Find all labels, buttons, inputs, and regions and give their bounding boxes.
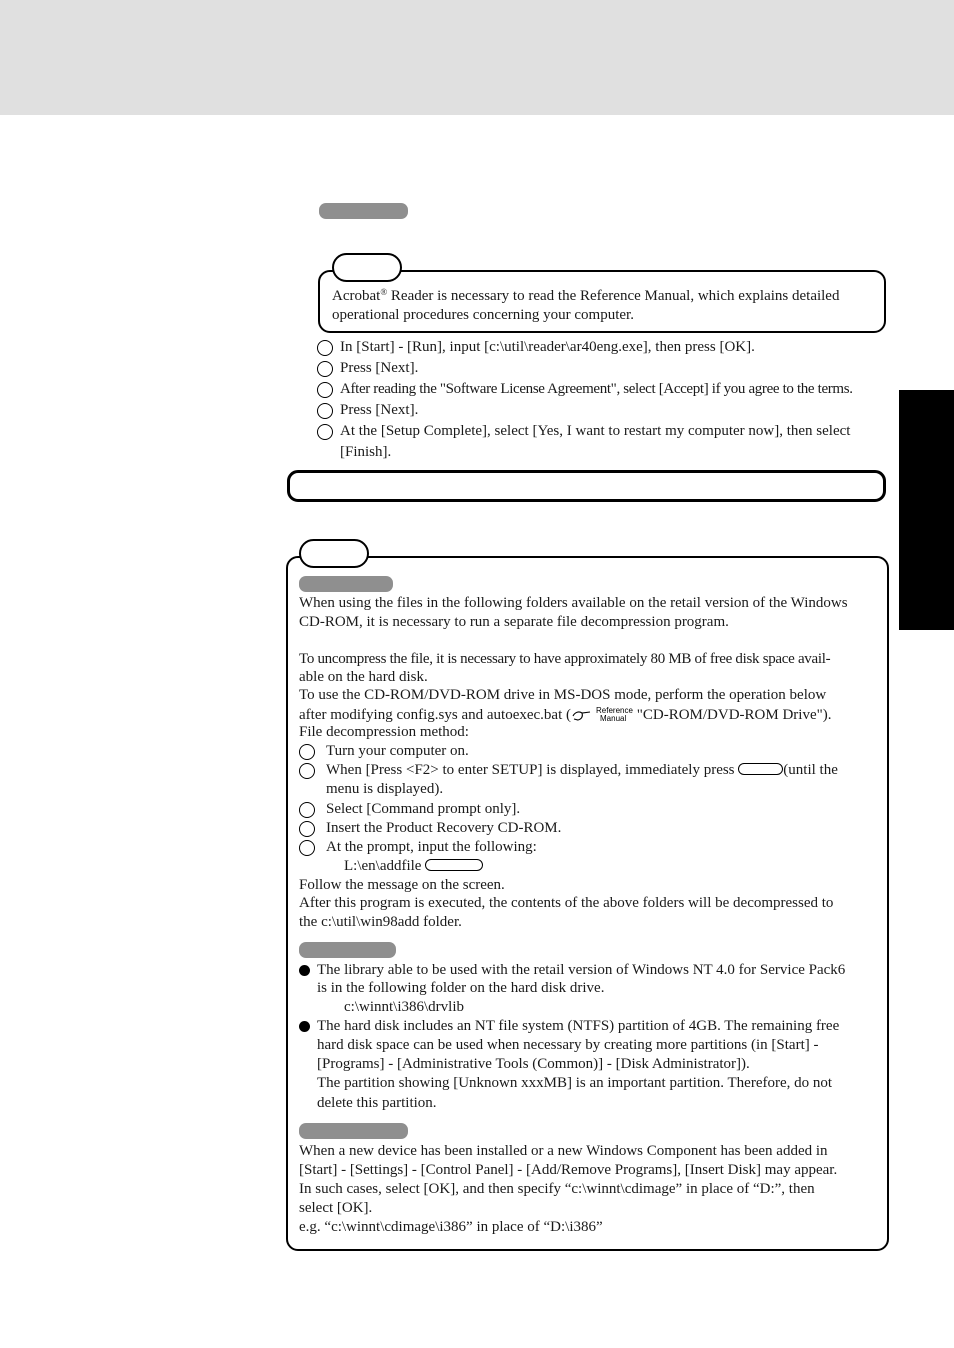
win2000-line-3: In such cases, select [OK], and then specify “c:\winnt\cdimage” in place of “D:”, then: [299, 1181, 815, 1197]
reference-manual-icon: [571, 705, 633, 729]
win98-step-1: Turn your computer on.: [326, 743, 469, 759]
note-line-2: operational procedures concerning your computer.: [332, 307, 634, 323]
section-title-bar: [287, 470, 886, 502]
step-number-circle: [299, 744, 315, 760]
step-number-circle: [317, 403, 333, 419]
winnt-b1-1: The library able to be used with the retail version of Windows NT 4.0 for Service Pack6: [317, 962, 846, 978]
install-step-5: At the [Setup Complete], select [Yes, I want to restart my computer now], then select: [340, 423, 851, 439]
win98-intro-1: When using the files in the following folders available on the retail version of the Windows: [299, 595, 848, 611]
step-number-circle: [317, 382, 333, 398]
win98-cdrom-1: To use the CD-ROM/DVD-ROM drive in MS-DOS mode, perform the operation below: [299, 687, 827, 703]
notes-tab: [299, 539, 369, 568]
win98-step-2: When [Press <F2> to enter SETUP] is displayed, immediately press (until the: [326, 762, 838, 778]
step-number-circle: [299, 821, 315, 837]
section-heading-bar: [319, 203, 408, 219]
win2000-line-1: When a new device has been installed or a new Windows Component has been added in: [299, 1143, 828, 1159]
step-number-circle: [299, 802, 315, 818]
subsection-bar-win2000: [299, 1123, 408, 1139]
winnt-b1-2: is in the following folder on the hard disk drive.: [317, 980, 605, 996]
subsection-bar-winnt: [299, 942, 396, 958]
winnt-b2-3: [Programs] - [Administrative Tools (Common)] - [Disk Administrator]).: [317, 1056, 750, 1072]
svg-text:Reference: Reference: [596, 706, 633, 715]
win98-after-2: the c:\util\win98add folder.: [299, 914, 462, 930]
bullet-icon: [299, 965, 310, 976]
win2000-line-5: e.g. “c:\winnt\cdimage\i386” in place of “D:\i386”: [299, 1219, 603, 1235]
step-number-circle: [317, 361, 333, 377]
key-enter-box: [425, 859, 483, 871]
win98-follow: Follow the message on the screen.: [299, 877, 505, 893]
win2000-line-2: [Start] - [Settings] - [Control Panel] - [Add/Remove Programs], [Insert Disk] may appear.: [299, 1162, 838, 1178]
side-tab: [899, 390, 954, 630]
install-step-1: In [Start] - [Run], input [c:\util\reader\ar40eng.exe], then press [OK].: [340, 339, 755, 355]
win98-method-label: File decompression method:: [299, 724, 469, 740]
svg-text:Manual: Manual: [600, 714, 627, 723]
header-band: [0, 0, 954, 115]
install-step-3: After reading the "Software License Agreement", select [Accept] if you agree to the terms.: [340, 381, 853, 397]
install-step-5-cont: [Finish].: [340, 444, 392, 460]
key-f8-box: [738, 763, 783, 775]
winnt-b2-1: The hard disk includes an NT file system (NTFS) partition of 4GB. The remaining free: [317, 1018, 840, 1034]
win98-step-4: Insert the Product Recovery CD-ROM.: [326, 820, 562, 836]
subsection-bar-win98: [299, 576, 393, 592]
win98-step-3: Select [Command prompt only].: [326, 801, 521, 817]
win98-command: L:\en\addfile: [344, 857, 483, 876]
step-number-circle: [299, 840, 315, 856]
winnt-b2-2: hard disk space can be used when necessary by creating more partitions (in [Start] -: [317, 1037, 819, 1053]
win98-step-2-cont: menu is displayed).: [326, 781, 444, 797]
note-line-1: Acrobat® Reader is necessary to read the Reference Manual, which explains detailed: [332, 287, 840, 304]
step-number-circle: [317, 340, 333, 356]
win98-space-1: To uncompress the file, it is necessary to have approximately 80 MB of free disk space avail-: [299, 651, 831, 667]
step-number-circle: [299, 763, 315, 779]
win98-after-1: After this program is executed, the contents of the above folders will be decompressed to: [299, 895, 834, 911]
winnt-b2-4: The partition showing [Unknown xxxMB] is an important partition. Therefore, do not: [317, 1075, 833, 1091]
bullet-icon: [299, 1021, 310, 1032]
winnt-path: c:\winnt\i386\drvlib: [344, 999, 464, 1015]
win98-cdrom-2: after modifying config.sys and autoexec.bat ( Reference Manual "CD-ROM/DVD-ROM Drive").: [299, 705, 832, 729]
win98-intro-2: CD-ROM, it is necessary to run a separate file decompression program.: [299, 614, 729, 630]
win98-space-2: able on the hard disk.: [299, 669, 428, 685]
install-step-4: Press [Next].: [340, 402, 419, 418]
win98-step-5: At the prompt, input the following:: [326, 839, 537, 855]
install-step-2: Press [Next].: [340, 360, 419, 376]
win2000-line-4: select [OK].: [299, 1200, 373, 1216]
step-number-circle: [317, 424, 333, 440]
winnt-b2-5: delete this partition.: [317, 1095, 437, 1111]
note-tab: [332, 253, 402, 282]
